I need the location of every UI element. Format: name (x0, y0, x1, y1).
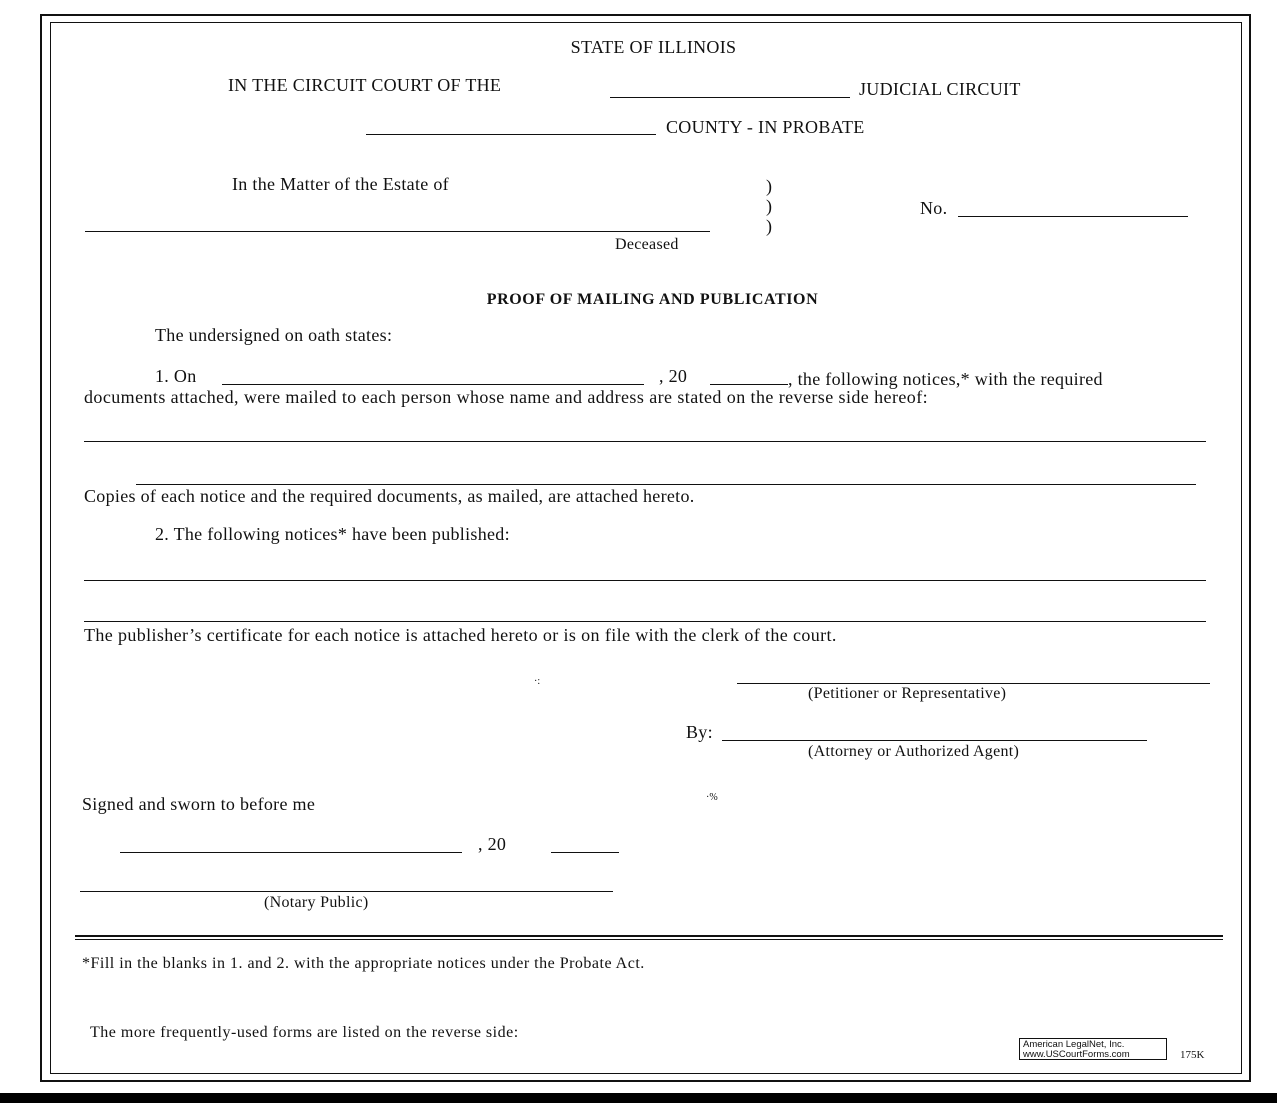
footer-divider (75, 939, 1223, 940)
copies-attached-text: Copies of each notice and the required documents, as mailed, are attached hereto. (84, 486, 695, 506)
notices-published-blank[interactable] (84, 621, 1206, 622)
mailing-date-blank[interactable] (222, 384, 644, 385)
case-number-label: No. (920, 198, 948, 218)
notary-label: (Notary Public) (264, 894, 369, 911)
deceased-label: Deceased (615, 236, 679, 253)
caption-paren: ) (766, 196, 773, 216)
reverse-side-note: The more frequently-used forms are listed on the reverse side: (90, 1024, 519, 1041)
inner-border (50, 22, 1242, 1074)
item1-mailed-text: documents attached, were mailed to each person whose name and address are stated on the reverse side hereof: (84, 387, 929, 407)
estate-matter-label: In the Matter of the Estate of (232, 174, 449, 194)
decedent-name-blank[interactable] (85, 231, 710, 232)
item1-on-label: 1. On (155, 366, 197, 386)
notary-signature-blank[interactable] (80, 891, 613, 892)
caption-paren: ) (766, 176, 773, 196)
caption-paren: ) (766, 216, 773, 236)
attorney-label: (Attorney or Authorized Agent) (808, 743, 1020, 760)
county-probate-label: COUNTY - IN PROBATE (666, 117, 865, 137)
attorney-signature-blank[interactable] (722, 740, 1147, 741)
form-title: PROOF OF MAILING AND PUBLICATION (486, 291, 819, 308)
circuit-court-prefix: IN THE CIRCUIT COURT OF THE (228, 75, 502, 95)
scan-edge-bar (0, 1093, 1277, 1103)
publisher-certificate-text: The publisher’s certificate for each notice is attached hereto or is on file with the clerk of the court. (84, 625, 837, 645)
county-blank[interactable] (366, 134, 656, 135)
mailing-year-blank[interactable] (710, 384, 788, 385)
oath-intro: The undersigned on oath states: (155, 325, 393, 345)
footnote: *Fill in the blanks in 1. and 2. with the appropriate notices under the Probate Act. (82, 955, 645, 972)
notices-mailed-blank[interactable] (136, 484, 1196, 485)
logo-website: www.USCourtForms.com (1023, 1049, 1130, 1060)
publisher-logo (1019, 1038, 1167, 1060)
notices-published-blank[interactable] (84, 580, 1206, 581)
logo-company: American LegalNet, Inc. (1023, 1039, 1125, 1050)
footer-divider (75, 935, 1223, 937)
item1-notices-text: , the following notices,* with the required (788, 369, 1103, 389)
judicial-circuit-blank[interactable] (610, 97, 850, 98)
sworn-year-label: , 20 (478, 834, 507, 854)
sworn-year-blank[interactable] (551, 852, 619, 853)
sworn-date-blank[interactable] (120, 852, 462, 853)
notices-mailed-blank[interactable] (84, 441, 1206, 442)
judicial-circuit-label: JUDICIAL CIRCUIT (859, 79, 1021, 99)
petitioner-signature-blank[interactable] (737, 683, 1210, 684)
petitioner-label: (Petitioner or Representative) (808, 685, 1007, 702)
item2-published-text: 2. The following notices* have been published: (155, 524, 510, 544)
case-number-blank[interactable] (958, 216, 1188, 217)
state-heading: STATE OF ILLINOIS (570, 37, 737, 57)
form-code: 175K (1180, 1049, 1205, 1061)
by-label: By: (686, 722, 713, 742)
item1-year-label: , 20 (659, 366, 688, 386)
sworn-statement: Signed and sworn to before me (82, 794, 316, 814)
